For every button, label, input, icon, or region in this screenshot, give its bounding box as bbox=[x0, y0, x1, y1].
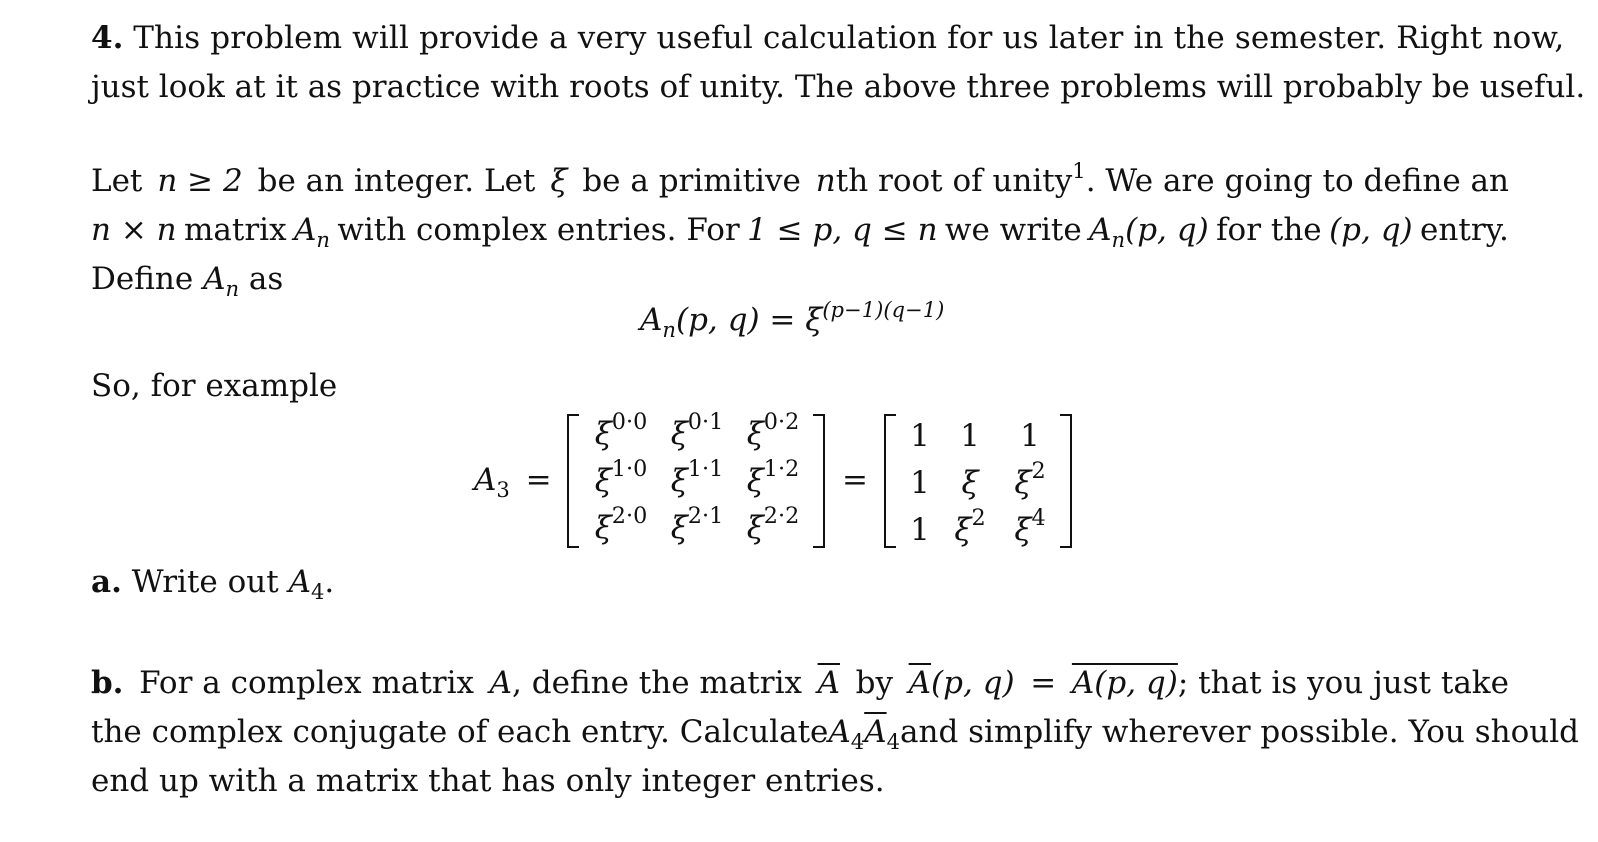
matrix-cell: $\xi^{2\cdot 2}$ bbox=[746, 503, 800, 546]
matrix-cell: $\xi^2$ bbox=[954, 505, 986, 548]
left-bracket bbox=[884, 414, 896, 548]
matrix-cell: 1 bbox=[910, 465, 930, 501]
problem-intro bbox=[91, 14, 1586, 112]
setup-line-3: Define $A_n$ as bbox=[91, 261, 284, 302]
left-bracket bbox=[567, 414, 579, 548]
simplified-matrix bbox=[884, 414, 1072, 548]
matrix-cell: $\xi^2$ bbox=[1014, 458, 1046, 501]
intro-text-1: This problem will provide a very useful calculation for us later in the semester. Right now, bbox=[133, 20, 1565, 56]
matrix-cell: $\xi^{1\cdot 0}$ bbox=[594, 456, 648, 499]
matrix-cell: $\xi^{0\cdot 0}$ bbox=[594, 409, 648, 452]
right-bracket bbox=[1060, 414, 1072, 548]
matrix-cell: $\xi^{2\cdot 0}$ bbox=[594, 503, 648, 546]
intro-line-1 bbox=[91, 14, 1565, 63]
matrix-cell: ξ bbox=[961, 465, 979, 501]
part-b-label: b. bbox=[91, 665, 124, 701]
part-b bbox=[91, 659, 1579, 806]
right-bracket bbox=[813, 414, 825, 548]
part-b-line-1: b. For a complex matrix A, define the matrix $\overline{A}$ by $\overline{A}(p$, q) = A(p, q); that is you just take bbox=[91, 659, 1509, 708]
matrix-cell: $\xi^{0\cdot 2}$ bbox=[746, 409, 800, 452]
intro-line-2: just look at it as practice with roots of unity. The above three problems will probably be useful. bbox=[91, 69, 1586, 105]
footnote-marker: 1 bbox=[1072, 157, 1086, 183]
matrix-cell: 1 bbox=[960, 418, 980, 454]
matrix-cell: $\xi^{2\cdot 1}$ bbox=[670, 503, 724, 546]
setup-paragraph bbox=[91, 157, 1509, 304]
problem-number: 4. bbox=[91, 20, 124, 56]
matrix-cell: 1 bbox=[910, 418, 930, 454]
setup-line-1: Let n ≥ 2 be an integer. Let ξ be a primitive nth root of unity$^1$. We are going to define an bbox=[91, 157, 1509, 199]
exponent-matrix bbox=[567, 409, 825, 548]
part-b-line-2: the complex conjugate of each entry. Calculate $A_4\overline{A}_4$ and simplify wherever possible. You should bbox=[91, 714, 1579, 755]
matrix-cell: $\xi^{1\cdot 1}$ bbox=[670, 456, 724, 499]
matrix-cell: 1 bbox=[910, 512, 930, 548]
equals-sign: = bbox=[842, 462, 868, 498]
part-a: a. Write out $A_4$. bbox=[91, 564, 335, 605]
a3-lhs: $A_3$ = bbox=[474, 462, 552, 503]
part-a-label: a. bbox=[91, 564, 122, 600]
matrix-cell: 1 bbox=[1020, 418, 1040, 454]
example-label: So, for example bbox=[91, 368, 338, 404]
matrix-cell: $\xi^{0\cdot 1}$ bbox=[670, 409, 724, 452]
definition-formula: $A_n(p$, $q) = \xi^{(p-1)(q-1)}$ bbox=[640, 296, 945, 343]
matrix-cell: $\xi^{1\cdot 2}$ bbox=[746, 456, 800, 499]
part-b-line-3: end up with a matrix that has only integer entries. bbox=[91, 763, 885, 799]
matrix-cell: $\xi^4$ bbox=[1014, 505, 1046, 548]
setup-line-2: n × n matrix $A_n$ with complex entries. For 1 ≤ p, q ≤ n we write $A_n(p$, q) for the (p, q) entry. bbox=[91, 212, 1509, 253]
